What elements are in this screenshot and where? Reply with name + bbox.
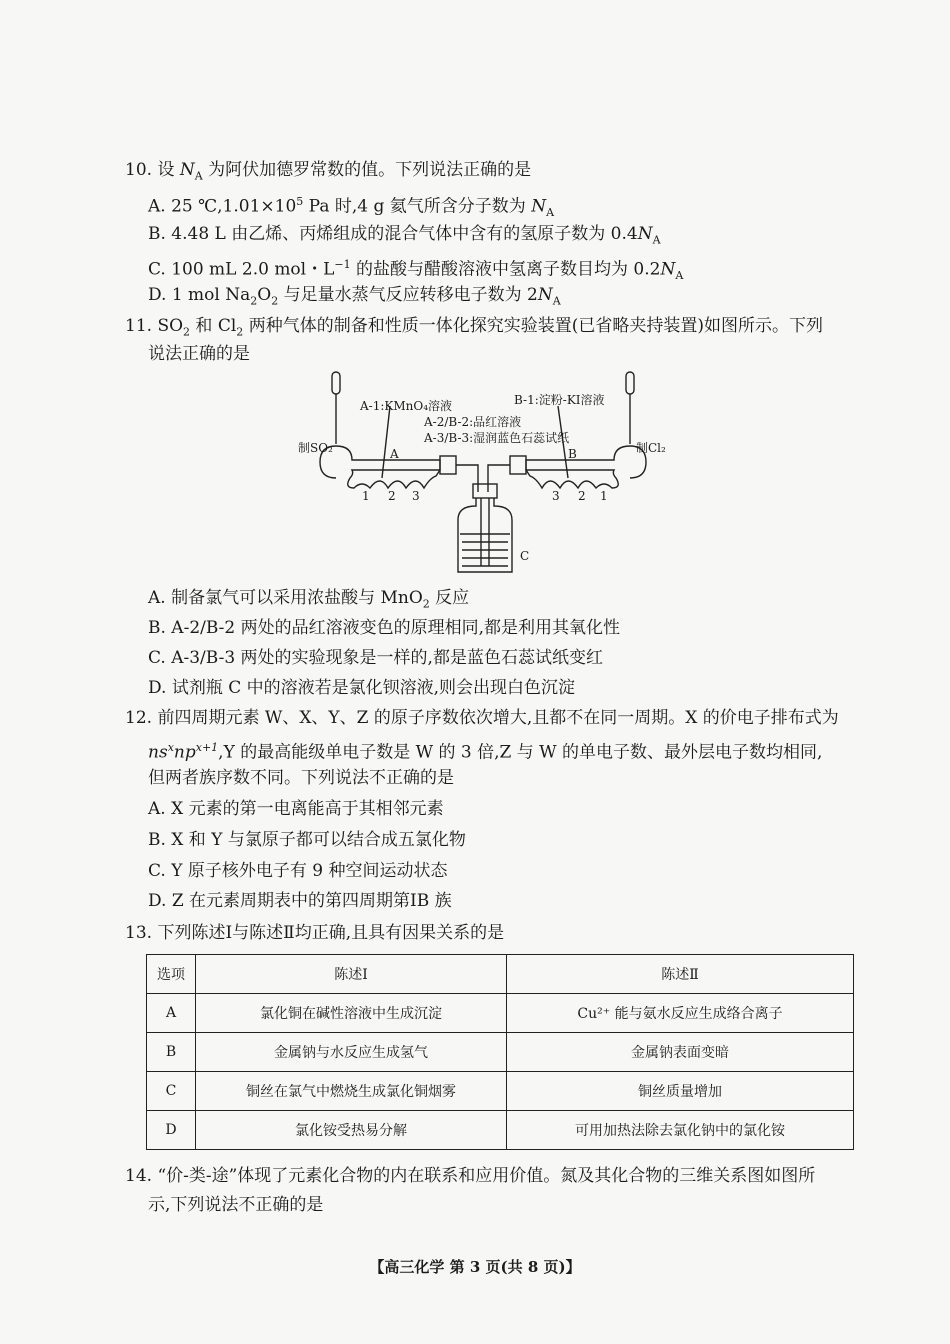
cell-statement-2: 金属钠表面变暗	[507, 1033, 854, 1072]
right-num-2: 2	[578, 489, 586, 503]
table-row	[147, 1111, 854, 1150]
label-tube-b: B	[568, 447, 577, 461]
q14-stem: 14. “价-类-途”体现了元素化合物的内在联系和应用价值。氮及其化合物的三维关系图如图所	[125, 1166, 816, 1186]
left-stopper	[440, 456, 456, 474]
right-bulb-tube	[526, 446, 646, 488]
cell-option: D	[147, 1111, 196, 1150]
label-a3b3: A-3/B-3:湿润蓝色石蕊试纸	[424, 431, 570, 445]
q10-option-a: A. 25 $℃,1.01\times 10^5$ Pa 时,4 g 氦气所含分子数为 $N_A$	[148, 195, 555, 220]
cell-statement-1: 氯化铵受热易分解	[196, 1111, 507, 1150]
label-a1: A-1:KMnO₄溶液	[360, 399, 453, 413]
left-bulb-end	[320, 462, 336, 478]
q11-stem: 11. $SO_2$ 和 $Cl_2$ 两种气体的制备和性质一体化探究实验装置(已省略夹持装置)如图所示。下列	[125, 316, 823, 339]
left-num-3: 3	[412, 489, 420, 503]
left-num-1: 1	[362, 489, 370, 503]
right-dropper-bulb	[626, 372, 634, 394]
q11-stem-line2: 说法正确的是	[148, 344, 250, 364]
table-header-row	[147, 955, 854, 994]
cell-option: C	[147, 1072, 196, 1111]
q12-stem-line3: 但两者族序数不同。下列说法不正确的是	[148, 768, 454, 788]
cell-statement-2: 铜丝质量增加	[507, 1072, 854, 1111]
label-cl2: 制Cl₂	[636, 441, 666, 455]
page-footer: 【高三化学 第 3 页(共 8 页)】	[369, 1258, 581, 1276]
q13-stem: 13. 下列陈述Ⅰ与陈述Ⅱ均正确,且具有因果关系的是	[125, 923, 505, 943]
apparatus-diagram	[290, 366, 666, 580]
q13-table	[146, 954, 854, 1150]
table-row	[147, 1033, 854, 1072]
q12-option-c: C. Y 原子核外电子有 9 种空间运动状态	[148, 861, 448, 881]
label-bottle-c: C	[520, 549, 530, 563]
q11-option-d: D. 试剂瓶 C 中的溶液若是氯化钡溶液,则会出现白色沉淀	[148, 678, 576, 698]
right-stopper	[510, 456, 526, 474]
left-connector-tube	[456, 465, 478, 492]
header-statement-1: 陈述Ⅰ	[196, 955, 507, 994]
header-statement-2: 陈述Ⅱ	[507, 955, 854, 994]
q11-option-c: C. A-3/B-3 两处的实验现象是一样的,都是蓝色石蕊试纸变红	[148, 648, 603, 668]
q12-stem: 12. 前四周期元素 W、X、Y、Z 的原子序数依次增大,且都不在同一周期。X 的价电子排布式为	[125, 708, 839, 728]
label-b1: B-1:淀粉-KI溶液	[514, 393, 605, 407]
right-num-3: 3	[552, 489, 560, 503]
left-bulb-tube	[320, 446, 440, 488]
label-a2b2: A-2/B-2:品红溶液	[424, 415, 522, 429]
q12-option-d: D. Z 在元素周期表中的第四周期第ⅠB 族	[148, 891, 452, 911]
q10-option-c: C. 100 mL 2.0 mol・$L^{-1}$ 的盐酸与醋酸溶液中氢离子数目均为 $0.2N_A$	[148, 258, 684, 283]
cell-statement-1: 铜丝在氯气中燃烧生成氯化铜烟雾	[196, 1072, 507, 1111]
right-num-1: 1	[600, 489, 608, 503]
cell-option: B	[147, 1033, 196, 1072]
label-tube-a: A	[390, 447, 399, 461]
cell-statement-2: 可用加热法除去氯化钠中的氯化铵	[507, 1111, 854, 1150]
right-connector-tube	[488, 465, 510, 492]
q12-option-b: B. X 和 Y 与氯原子都可以结合成五氯化物	[148, 830, 466, 850]
table-row	[147, 1072, 854, 1111]
cell-statement-1: 氯化铜在碱性溶液中生成沉淀	[196, 994, 507, 1033]
cell-statement-1: 金属钠与水反应生成氢气	[196, 1033, 507, 1072]
table-row	[147, 994, 854, 1033]
q11-option-a: A. 制备氯气可以采用浓盐酸与 MnO$_2$ 反应	[148, 588, 470, 611]
q10-option-d: D. 1 mol $Na_2O_2$ 与足量水蒸气反应转移电子数为 $2N_A$	[148, 285, 561, 308]
q12-stem-line2: $ns^xnp^{x+1},Y$ 的最高能级单电子数是 W 的 3 倍,Z 与 W 的单电子数、最外层电子数均相同,	[148, 741, 823, 763]
q12-option-a: A. X 元素的第一电离能高于其相邻元素	[148, 799, 444, 819]
label-so2: 制SO₂	[298, 441, 333, 455]
q10-stem: 10. 设 $N_A$ 为阿伏加德罗常数的值。下列说法正确的是	[125, 160, 532, 183]
q14-stem-line2: 示,下列说法不正确的是	[148, 1195, 324, 1215]
q10-option-b: B. 4.48 L 由乙烯、丙烯组成的混合气体中含有的氢原子数为 $0.4N_A$	[148, 224, 661, 247]
right-bulb-end	[630, 462, 646, 478]
cell-statement-2: Cu²⁺ 能与氨水反应生成络合离子	[507, 994, 854, 1033]
left-num-2: 2	[388, 489, 396, 503]
left-dropper-bulb	[332, 372, 340, 394]
bottle-stopper	[473, 484, 497, 498]
header-option: 选项	[147, 955, 196, 994]
cell-option: A	[147, 994, 196, 1033]
q11-option-b: B. A-2/B-2 两处的品红溶液变色的原理相同,都是利用其氧化性	[148, 618, 621, 638]
bottle	[458, 498, 512, 572]
